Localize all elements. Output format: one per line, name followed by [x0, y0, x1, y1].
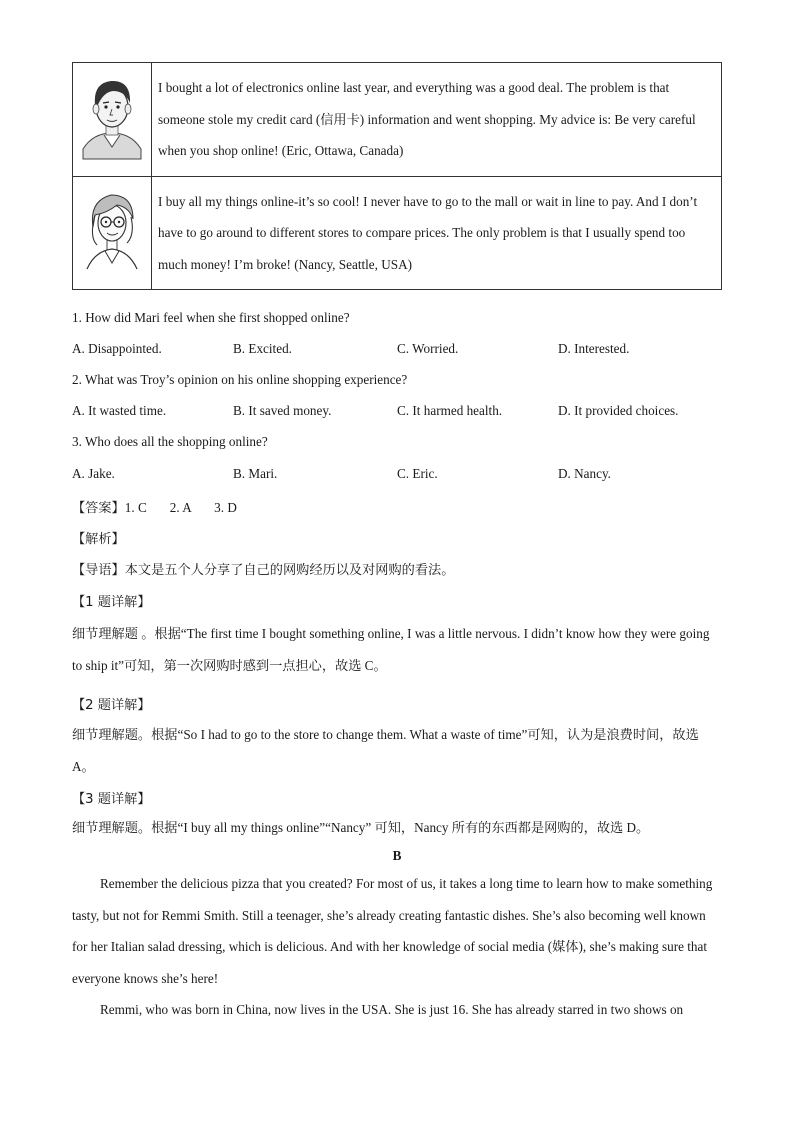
passage-paragraph: Remmi, who was born in China, now lives in the USA. She is just 16. She has already starred in two shows on: [100, 1002, 684, 1017]
reviews-table: [72, 62, 722, 290]
review-row: [73, 176, 722, 290]
option-d: D. Nancy.: [558, 466, 611, 481]
option-b: B. Mari.: [233, 466, 278, 481]
option-b: B. It saved money.: [233, 403, 332, 418]
analysis-label: 【解析】: [72, 532, 125, 547]
passage-paragraph: Remember the delicious pizza that you created? For most of us, it takes a long time to learn how to make something tasty, but not for Remmi Smith. Still a teenager, she’s already creating fantastic dishes. She’s also becoming well known for her Italian salad dressing, which is delicious. And with her knowledge of social media (媒体), she’s making sure that everyone knows she’s here!: [72, 876, 713, 986]
section-heading: B: [392, 848, 402, 863]
review-row: [73, 63, 722, 177]
answer-label: 【答案】: [72, 501, 125, 516]
detail-label: 【3 题详解】: [72, 792, 151, 807]
option-a: A. Disappointed.: [72, 341, 162, 356]
avatar-cell: [73, 63, 152, 177]
guide-label: 【导语】: [72, 563, 125, 578]
option-d: D. It provided choices.: [558, 403, 679, 418]
question-stem: 3. Who does all the shopping online?: [72, 434, 268, 449]
question-stem: 1. How did Mari feel when she first shopped online?: [72, 310, 350, 325]
detail-text: 细节理解题。根据“I buy all my things online”“Nancy” 可知，Nancy 所有的东西都是网购的，故选 D。: [72, 820, 650, 835]
woman-avatar-icon: [73, 177, 151, 277]
option-c: C. Eric.: [397, 466, 438, 481]
option-b: B. Excited.: [233, 341, 292, 356]
option-c: C. It harmed health.: [397, 403, 503, 418]
option-a: A. Jake.: [72, 466, 115, 481]
avatar-cell: [73, 176, 152, 290]
man-avatar-icon: [73, 63, 151, 163]
detail-text: 细节理解题 。根据“The first time I bought something online, I was a little nervous. I didn’t know how they were going to ship it”可知，第一次网购时感到一点担心，故选 C。: [72, 626, 710, 673]
review-text: I buy all my things online-it’s so cool! I never have to go to the mall or wait in line to pay. And I don’t have to go around to different stores to compare prices. The only problem is that I usually spend too much money! I’m broke! (Nancy, Seattle, USA): [152, 176, 722, 290]
guide-text: 本文是五个人分享了自己的网购经历以及对网购的看法。: [124, 563, 455, 578]
answer-text: 1. C 2. A 3. D: [124, 500, 237, 515]
option-c: C. Worried.: [397, 341, 459, 356]
review-text: I bought a lot of electronics online last year, and everything was a good deal. The problem is that someone stole my credit card (信用卡) information and went shopping. My advice is: Be very careful when you shop online! (Eric, Ottawa, Canada): [152, 63, 722, 177]
option-a: A. It wasted time.: [72, 403, 167, 418]
detail-label: 【2 题详解】: [72, 698, 151, 713]
option-d: D. Interested.: [558, 341, 630, 356]
question-stem: 2. What was Troy’s opinion on his online shopping experience?: [72, 372, 408, 387]
answer-line: [72, 497, 237, 516]
detail-text: 细节理解题。根据“So I had to go to the store to change them. What a waste of time”可知，认为是浪费时间，故选 A。: [72, 727, 699, 774]
detail-label: 【1 题详解】: [72, 595, 151, 610]
guide-line: [72, 559, 454, 578]
